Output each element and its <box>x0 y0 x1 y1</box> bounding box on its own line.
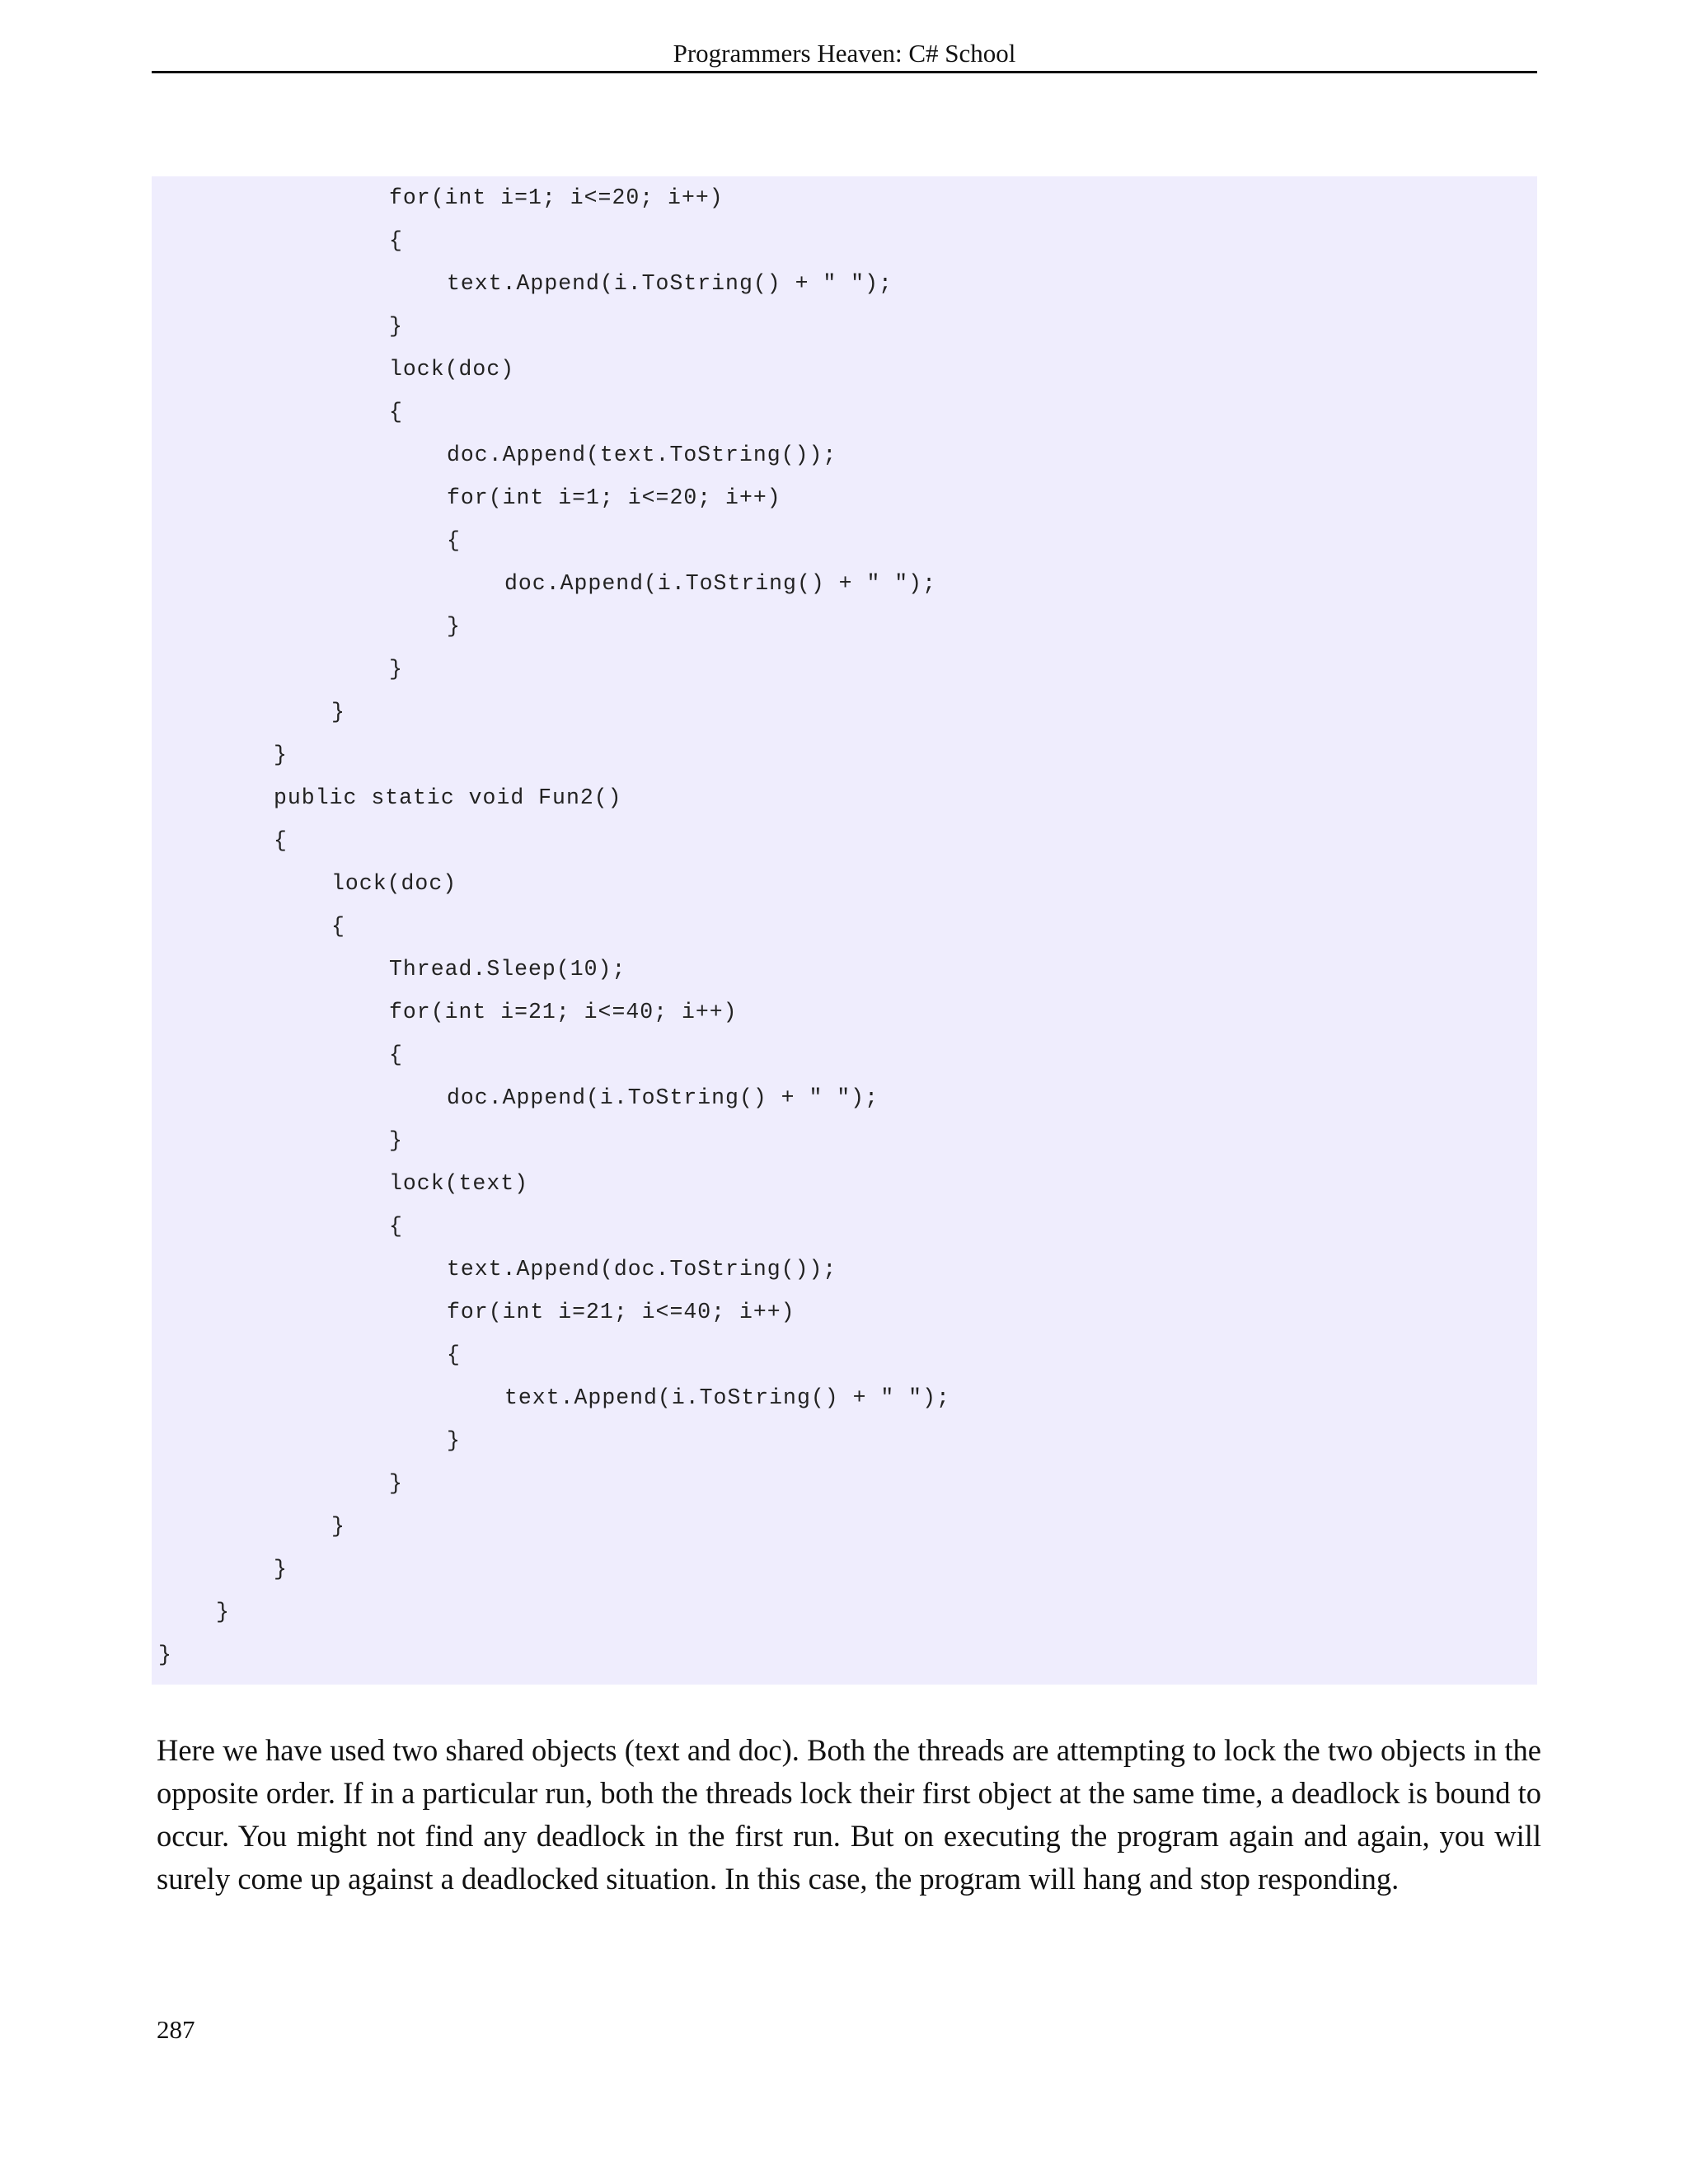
code-line: } <box>331 700 345 724</box>
code-line: } <box>447 614 461 639</box>
code-line: text.Append(doc.ToString()); <box>447 1257 837 1282</box>
code-line: text.Append(i.ToString() + " "); <box>447 271 893 296</box>
code-line: for(int i=1; i<=20; i++) <box>389 185 724 210</box>
code-line: { <box>447 528 461 553</box>
code-line: text.Append(i.ToString() + " "); <box>504 1385 950 1410</box>
code-line: doc.Append(i.ToString() + " "); <box>504 571 936 596</box>
code-line: { <box>389 400 403 424</box>
code-line: } <box>389 314 403 339</box>
code-line: } <box>274 743 288 767</box>
code-line: { <box>447 1343 461 1367</box>
code-line: } <box>447 1428 461 1453</box>
code-line: lock(doc) <box>389 357 515 382</box>
code-line: } <box>389 1471 403 1496</box>
code-line: { <box>389 1043 403 1067</box>
code-line: for(int i=21; i<=40; i++) <box>447 1300 795 1324</box>
code-line: for(int i=1; i<=20; i++) <box>447 485 781 510</box>
code-line: { <box>331 914 345 939</box>
code-line: Thread.Sleep(10); <box>389 957 626 982</box>
code-line: } <box>389 1128 403 1153</box>
code-line: } <box>158 1643 172 1667</box>
page-header: Programmers Heaven: C# School <box>152 36 1537 73</box>
code-line: { <box>389 228 403 253</box>
code-line: for(int i=21; i<=40; i++) <box>389 1000 738 1024</box>
code-block <box>152 176 1537 1685</box>
code-line: { <box>274 828 288 853</box>
body-paragraph: Here we have used two shared objects (text and doc). Both the threads are attempting to lock the two objects in the opposite order. If in a particular run, both the threads lock their first object at the same time, a deadlock is bound to occur. You might not find any deadlock in the first run. But on executing the program again and again, you will surely come up against a deadlocked situation. In this case, the program will hang and stop responding. <box>157 1733 1541 1896</box>
code-line: lock(doc) <box>331 871 457 896</box>
code-line: lock(text) <box>389 1171 529 1196</box>
code-line: } <box>274 1557 288 1582</box>
code-line: doc.Append(i.ToString() + " "); <box>447 1085 879 1110</box>
code-line: public static void Fun2() <box>274 785 622 810</box>
code-line: { <box>389 1214 403 1239</box>
page-number: 287 <box>157 2015 195 2044</box>
code-line: } <box>331 1514 345 1539</box>
code-line: doc.Append(text.ToString()); <box>447 443 837 467</box>
code-line: } <box>216 1600 230 1624</box>
code-line: } <box>389 657 403 682</box>
